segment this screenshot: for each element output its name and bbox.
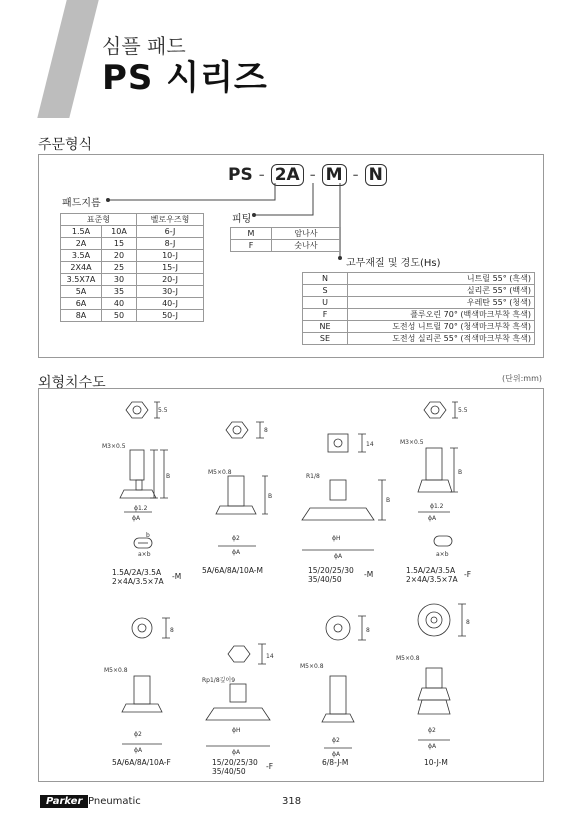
rubber-table-cell: NE: [303, 321, 348, 333]
caption-d1: [112, 568, 164, 586]
dimensions-section-title: 외형치수도: [38, 375, 106, 391]
pad-table-cell: 2X4A: [61, 262, 102, 274]
pad-table-row: [61, 274, 204, 286]
pad-table-cell: 5A: [61, 286, 102, 298]
footer-brand-sub: Pneumatic: [88, 796, 141, 807]
caption-d6-line1: 15/20/25/30: [212, 758, 258, 767]
code-prefix: PS: [228, 165, 253, 185]
pad-table-cell: 15-J: [137, 262, 204, 274]
caption-d6-suffix: -F: [266, 762, 274, 771]
caption-d6: [212, 758, 258, 776]
pad-table-cell: 2A: [61, 238, 102, 250]
dim-d7-a: ϕA: [332, 751, 341, 758]
page-subtitle: 심플 패드: [102, 34, 186, 58]
dim-d1-thread: M3×0.5: [102, 443, 126, 450]
rubber-table-row: [303, 273, 535, 285]
dim-d3-thread: R1/8: [306, 473, 320, 480]
dim-d2-b: B: [268, 493, 273, 500]
pad-table-cell: 8A: [61, 310, 102, 322]
order-code: PS - 2A - M - N: [228, 164, 387, 186]
pad-table-cell: 8-J: [137, 238, 204, 250]
rubber-table-cell: 실리콘 55° (백색): [348, 285, 535, 297]
caption-d3-line2: 35/40/50: [308, 575, 342, 584]
dim-d6-thread: Rp1/8깊이9: [202, 677, 236, 684]
dim-d1-hex: 5.5: [158, 407, 168, 414]
rubber-table-cell: U: [303, 297, 348, 309]
dim-d8-d2: ϕ2: [428, 727, 436, 734]
pad-table-cell: 15: [102, 238, 137, 250]
dim-d8-a: ϕA: [428, 743, 437, 750]
fitting-table-row: [231, 240, 341, 252]
dim-d6-a: ϕA: [232, 749, 241, 756]
rubber-table-cell: 도전성 니트릴 70° (청색마크부착 흑색): [348, 321, 535, 333]
dim-d4-hex: 5.5: [458, 407, 468, 414]
fitting-label: 피팅: [232, 214, 252, 225]
pad-table-cell: 30-J: [137, 286, 204, 298]
dim-d1-b: B: [166, 473, 171, 480]
rubber-table-cell: N: [303, 273, 348, 285]
pad-table-row: [61, 298, 204, 310]
dim-d1-d12: ϕ1.2: [134, 505, 148, 512]
caption-d2: 5A/6A/8A/10A-M: [202, 566, 263, 575]
dim-d8-thread: M5×0.8: [396, 655, 420, 662]
pad-table-cell: 10-J: [137, 250, 204, 262]
dim-d6-14: 14: [266, 653, 274, 660]
dim-d3-a: ϕA: [334, 553, 343, 560]
dim-d4-axb: a×b: [436, 551, 449, 558]
dim-d5-d2: ϕ2: [134, 731, 142, 738]
rubber-table-row: [303, 297, 535, 309]
caption-d4: [406, 566, 458, 584]
rubber-table-cell: 우레탄 55° (청색): [348, 297, 535, 309]
code-size: 2A: [271, 164, 304, 186]
pad-table-cell: 40-J: [137, 298, 204, 310]
pad-table-cell: 25: [102, 262, 137, 274]
pad-table-cell: 50-J: [137, 310, 204, 322]
pad-table-header-standard: 표준형: [61, 214, 137, 226]
rubber-table-row: [303, 309, 535, 321]
fitting-table-cell: 숫나사: [272, 240, 341, 252]
rubber-table-row: [303, 285, 535, 297]
dim-d8-8: 8: [466, 619, 470, 626]
caption-d1-suffix: -M: [172, 572, 182, 581]
dim-d2-a: ϕA: [232, 549, 241, 556]
dim-d5-8: 8: [170, 627, 174, 634]
dim-d3-b: B: [386, 497, 391, 504]
caption-d7: 6/8-J-M: [322, 758, 349, 767]
rubber-table-row: [303, 333, 535, 345]
pad-table-cell: 3.5A: [61, 250, 102, 262]
caption-d8: 10-J-M: [424, 758, 448, 767]
code-material: N: [365, 164, 387, 186]
page-number: 318: [282, 796, 302, 807]
pad-table-row: [61, 226, 204, 238]
dim-d6-h: ϕH: [232, 727, 241, 734]
caption-d1-line2: 2×4A/3.5×7A: [112, 577, 164, 586]
fitting-table-cell: 암나사: [272, 228, 341, 240]
dim-d7-8: 8: [366, 627, 370, 634]
caption-d3-suffix: -M: [364, 570, 374, 579]
fitting-table-cell: M: [231, 228, 272, 240]
dim-d5-thread: M5×0.8: [104, 667, 128, 674]
page-title: PS 시리즈: [102, 58, 268, 98]
dim-d3-h: ϕH: [332, 535, 341, 542]
pad-table-cell: 6-J: [137, 226, 204, 238]
pad-diameter-label: 패드지름: [62, 198, 101, 209]
code-fitting: M: [322, 164, 347, 186]
caption-d6-line2: 35/40/50: [212, 767, 246, 776]
pad-table-row: [61, 262, 204, 274]
parker-logo: Parker: [40, 795, 88, 808]
pad-table-row: [61, 286, 204, 298]
dim-d4-thread: M3×0.5: [400, 439, 424, 446]
order-section-title: 주문형식: [38, 137, 93, 153]
rubber-table-cell: F: [303, 309, 348, 321]
pad-table-cell: 1.5A: [61, 226, 102, 238]
dim-d4-b: B: [458, 469, 463, 476]
dim-d4-a: ϕA: [428, 515, 437, 522]
caption-d4-line1: 1.5A/2A/3.5A: [406, 566, 456, 575]
dim-d3-14: 14: [366, 441, 374, 448]
pad-table-cell: 30: [102, 274, 137, 286]
dim-d5-a: ϕA: [134, 747, 143, 754]
fitting-table-cell: F: [231, 240, 272, 252]
rubber-table-cell: SE: [303, 333, 348, 345]
rubber-table-cell: 도전성 실리콘 55° (적색마크부착 흑색): [348, 333, 535, 345]
pad-table-row: [61, 238, 204, 250]
fitting-table: [230, 227, 341, 252]
pad-table-cell: 40: [102, 298, 137, 310]
rubber-label: 고무재질 및 경도(Hs): [346, 258, 441, 269]
pad-table-cell: 10A: [102, 226, 137, 238]
dim-d1-a: ϕA: [132, 515, 141, 522]
rubber-table: [302, 272, 535, 345]
dim-d4-d12: ϕ1.2: [430, 503, 444, 510]
dim-d2-8: 8: [264, 427, 268, 434]
rubber-table-cell: S: [303, 285, 348, 297]
pad-diameter-table: [60, 213, 204, 322]
dim-d7-d2: ϕ2: [332, 737, 340, 744]
caption-d4-suffix: -F: [464, 570, 472, 579]
fitting-table-row: [231, 228, 341, 240]
unit-note: (단위:mm): [502, 374, 542, 383]
pad-table-row: [61, 310, 204, 322]
pad-table-cell: 20-J: [137, 274, 204, 286]
caption-d3: [308, 566, 354, 584]
rubber-table-cell: 플루오린 70° (백색마크부착 흑색): [348, 309, 535, 321]
dim-d2-thread: M5×0.8: [208, 469, 232, 476]
pad-table-cell: 35: [102, 286, 137, 298]
dim-d2-d2: ϕ2: [232, 535, 240, 542]
rubber-table-row: [303, 321, 535, 333]
pad-table-row: [61, 250, 204, 262]
caption-d1-line1: 1.5A/2A/3.5A: [112, 568, 162, 577]
pad-table-header-bellows: 벨로우즈형: [137, 214, 204, 226]
pad-table-cell: 20: [102, 250, 137, 262]
caption-d4-line2: 2×4A/3.5×7A: [406, 575, 458, 584]
pad-table-cell: 50: [102, 310, 137, 322]
pad-table-cell: 3.5X7A: [61, 274, 102, 286]
dim-d1-axb: a×b: [138, 551, 151, 558]
pad-table-cell: 6A: [61, 298, 102, 310]
dim-d1-bb: b: [146, 532, 150, 539]
rubber-table-cell: 니트릴 55° (흑색): [348, 273, 535, 285]
caption-d5: 5A/6A/8A/10A-F: [112, 758, 171, 767]
dim-d7-thread: M5×0.8: [300, 663, 324, 670]
caption-d3-line1: 15/20/25/30: [308, 566, 354, 575]
